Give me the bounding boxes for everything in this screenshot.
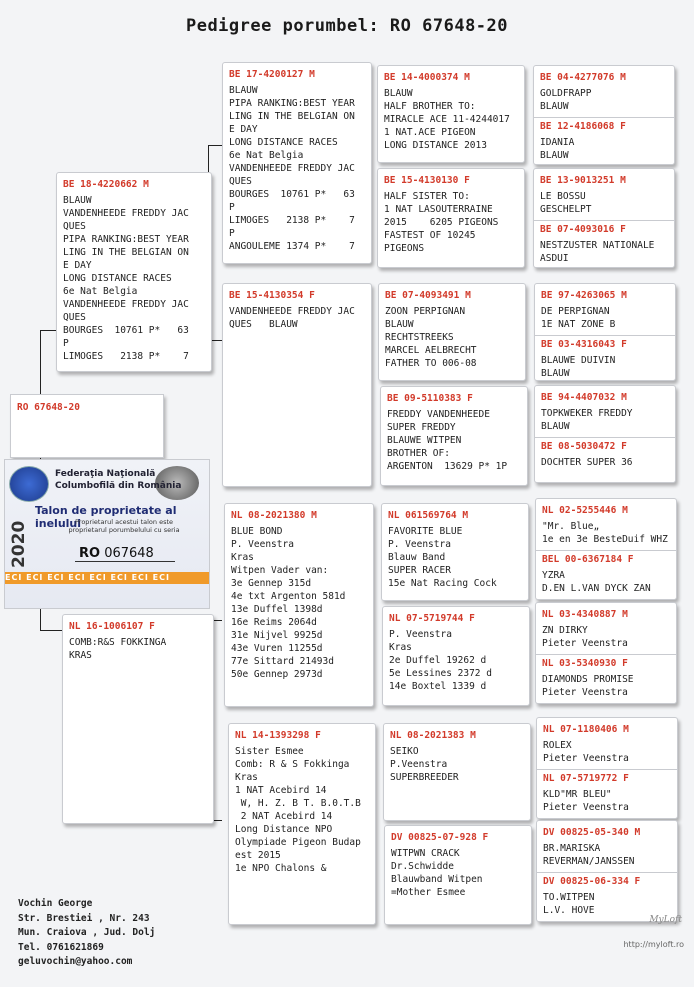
pedigree-card-dsd — [382, 606, 530, 706]
ring-number: NL 03-4340887 M — [542, 609, 628, 620]
pedigree-card-sdd — [380, 386, 528, 486]
card-notes: TO.WITPEN L.V. HOVE — [543, 892, 595, 916]
pedigree-card-sire — [56, 172, 212, 372]
ring-number: BE 03-4316043 F — [541, 339, 627, 350]
pedigree-card-g4-5 — [535, 498, 677, 600]
ring-number: BE 18-4220662 M — [63, 179, 149, 190]
card-notes: IDANIA BLAUW — [540, 137, 575, 161]
footer-signature: MyLoft — [649, 915, 682, 925]
pedigree-card-sire-sire — [222, 62, 372, 264]
card-notes: BLAUWE DUIVIN BLAUW — [541, 355, 616, 379]
card-notes: VANDENHEEDE FREDDY JAC QUES BLAUW — [229, 306, 355, 330]
pedigree-card-g4-2 — [533, 168, 675, 268]
card-notes: BLAUW VANDENHEEDE FREDDY JAC QUES PIPA RANKING:BEST YEAR LING IN THE BELGIAN ON E DAY LONG DISTANCE RACES 6e Nat Belgia VANDENHEEDE FREDDY JAC QUES BOURGES 10761 P* 63 P LIMOGES 2138 P* 7 — [63, 195, 189, 362]
federation-emblem-icon — [9, 466, 49, 502]
pedigree-card-g4-3 — [534, 283, 676, 381]
card-notes: ZOON PERPIGNAN BLAUW RECHTSTREEKS MARCEL AELBRECHT FATHER TO 006-08 — [385, 306, 477, 369]
ring-number: NL 061569764 M — [388, 510, 469, 521]
ring-number: BE 12-4186068 F — [540, 121, 626, 132]
pedigree-card-dam — [62, 614, 214, 824]
ring-number: NL 07-1180406 M — [543, 724, 629, 735]
ring-number: BE 14-4000374 M — [384, 72, 470, 83]
ring-number: BE 08-5030472 F — [541, 441, 627, 452]
footer-url: http://myloft.ro — [623, 940, 684, 949]
pedigree-card-g4-8 — [536, 820, 678, 922]
card-notes: ZN DIRKY Pieter Veenstra — [542, 625, 628, 649]
pedigree-card-dam-dam — [228, 723, 376, 925]
talon-underline — [75, 561, 175, 562]
pedigree-card-g4-1 — [533, 65, 675, 165]
card-notes: KLD"MR BLEU" Pieter Veenstra — [543, 789, 629, 813]
ring-number: BE 17-4200127 M — [229, 69, 315, 80]
ring-number: NL 16-1006107 F — [69, 621, 155, 632]
ring-number: NL 02-5255446 M — [542, 505, 628, 516]
talon-ring-number: 067648 — [104, 546, 154, 561]
card-notes: "Mr. Blue„ 1e en 3e BesteDuif WHZ — [542, 521, 668, 545]
ring-number: BE 15-4130354 F — [229, 290, 315, 301]
card-notes: SEIKO P.Veenstra SUPERBREEDER — [390, 746, 459, 783]
card-notes: WITPWN CRACK Dr.Schwidde Blauwband Witpen =Mother Esmee — [391, 848, 483, 898]
ring-number: BEL 00-6367184 F — [542, 554, 634, 565]
owner-address: Vochin George Str. Brestiei , Nr. 243 Mun. Craiova , Jud. Dolj Tel. 0761621869 geluvochin@yahoo.com — [18, 898, 156, 967]
ring-number: DV 00825-07-928 F — [391, 832, 489, 843]
pedigree-card-ssd — [377, 168, 525, 268]
card-notes: FAVORITE BLUE P. Veenstra Blauw Band SUPER RACER 15e Nat Racing Cock — [388, 526, 497, 589]
ring-number: NL 08-2021380 M — [231, 510, 317, 521]
talon-heading: Talon de proprietate al inelului — [35, 504, 177, 530]
ownership-talon — [4, 459, 210, 609]
pedigree-card-sds — [378, 283, 526, 381]
pedigree-card-dds — [383, 723, 531, 821]
card-notes: BLUE BOND P. Veenstra Kras Witpen Vader van: 3e Gennep 315d 4e txt Argenton 581d 13e Duffel 1398d 16e Reims 2064d 31e Nijvel 9925d 43e Vuren 11255d 77e Sittard 21493d 50e Gennep 2973d — [231, 526, 346, 680]
pedigree-card-g4-4 — [534, 385, 676, 483]
ring-number: BE 13-9013251 M — [540, 175, 626, 186]
card-notes: HALF SISTER TO: 1 NAT LASOUTERRAINE 2015 6205 PIGEONS FASTEST OF 10245 PIGEONS — [384, 191, 499, 254]
talon-ring-prefix: RO — [79, 546, 101, 561]
card-notes: DE PERPIGNAN 1E NAT ZONE B — [541, 306, 616, 330]
card-notes: FREDDY VANDENHEEDE SUPER FREDDY BLAUWE WITPEN BROTHER OF: ARGENTON 13629 P* 1P — [387, 409, 508, 472]
ring-number: NL 07-5719772 F — [543, 773, 629, 784]
card-notes: DIAMONDS PROMISE Pieter Veenstra — [542, 674, 634, 698]
connector-line — [40, 630, 62, 631]
card-notes: ROLEX Pieter Veenstra — [543, 740, 629, 764]
talon-subtext: Proprietarul acestui talon este proprietarul porumbelului cu seria — [68, 518, 180, 534]
federation-name: Federaţia Naţională Columbofilă din România — [55, 469, 182, 491]
pedigree-card-sire-dam — [222, 283, 372, 487]
talon-band: ECI ECI ECI ECI ECI ECI ECI ECI — [5, 572, 209, 584]
talon-year: 2020 — [9, 520, 29, 568]
card-notes: BLAUW HALF BROTHER TO: MIRACLE ACE 11-4244017 1 NAT.ACE PIGEON LONG DISTANCE 2013 — [384, 88, 510, 151]
card-notes: TOPKWEKER FREDDY BLAUW — [541, 408, 633, 432]
connector-line — [208, 145, 222, 146]
ring-number: BE 94-4407032 M — [541, 392, 627, 403]
card-notes: LE BOSSU GESCHELPT — [540, 191, 592, 215]
card-notes: NESTZUSTER NATIONALE ASDUI — [540, 240, 655, 264]
ring-number: NL 03-5340930 F — [542, 658, 628, 669]
card-notes: DOCHTER SUPER 36 — [541, 457, 633, 468]
ring-number: BE 97-4263065 M — [541, 290, 627, 301]
ring-number: NL 08-2021383 M — [390, 730, 476, 741]
ring-number: DV 00825-05-340 M — [543, 827, 641, 838]
ring-number: BE 15-4130130 F — [384, 175, 470, 186]
ring-number: NL 14-1393298 F — [235, 730, 321, 741]
card-notes: BR.MARISKA REVERMAN/JANSSEN — [543, 843, 635, 867]
ring-number: BE 07-4093016 F — [540, 224, 626, 235]
talon-ring — [79, 546, 154, 561]
pedigree-card-sss — [377, 65, 525, 163]
ring-number: NL 07-5719744 F — [389, 613, 475, 624]
pedigree-card-dam-sire — [224, 503, 374, 707]
card-notes: Sister Esmee Comb: R & S Fokkinga Kras 1 NAT Acebird 14 W, H. Z. B T. B.0.T.B 2 NAT Acebird 14 Long Distance NPO Olympiade Pigeon Budap est 2015 1e NPO Chalons & — [235, 746, 361, 874]
ring-number: DV 00825-06-334 F — [543, 876, 641, 887]
pedigree-card-ddd — [384, 825, 532, 925]
ring-number: BE 09-5110383 F — [387, 393, 473, 404]
card-notes: BLAUW PIPA RANKING:BEST YEAR LING IN THE BELGIAN ON E DAY LONG DISTANCE RACES 6e Nat Belgia VANDENHEEDE FREDDY JAC QUES BOURGES 10761 P* 63 P LIMOGES 2138 P* 7 P ANGOULEME 1374 P* 7 — [229, 85, 355, 252]
ring-number: BE 04-4277076 M — [540, 72, 626, 83]
card-notes: GOLDFRAPP BLAUW — [540, 88, 592, 112]
card-notes: P. Veenstra Kras 2e Duffel 19262 d 5e Lessines 2372 d 14e Boxtel 1339 d — [389, 629, 492, 692]
subject-card — [10, 394, 164, 458]
card-notes: COMB:R&S FOKKINGA KRAS — [69, 637, 167, 661]
connector-line — [40, 330, 56, 331]
card-notes: YZRA D.EN L.VAN DYCK ZAN — [542, 570, 651, 594]
page-title: Pedigree porumbel: RO 67648-20 — [185, 16, 509, 36]
pedigree-card-dss — [381, 503, 529, 601]
pedigree-card-g4-7 — [536, 717, 678, 819]
ring-number: BE 07-4093491 M — [385, 290, 471, 301]
pedigree-card-g4-6 — [535, 602, 677, 704]
subject-ring: RO 67648-20 — [17, 402, 80, 413]
